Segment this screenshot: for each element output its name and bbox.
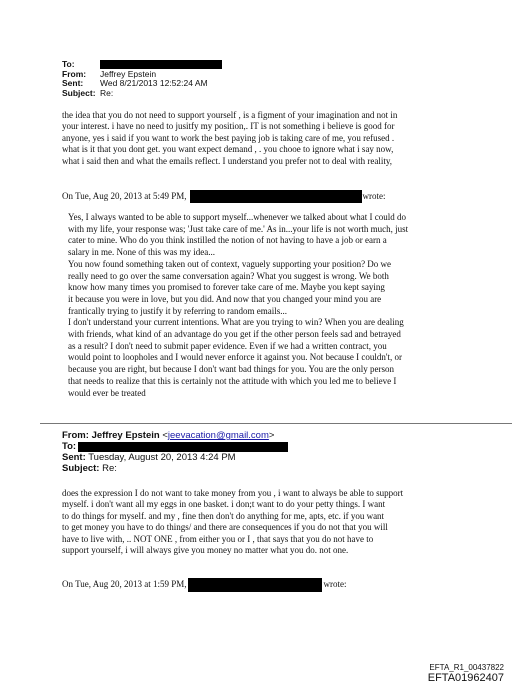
quote-line: I don't understand your current intentions. What are you trying to win? When you are dealing	[68, 317, 404, 328]
body-line: support yourself, i will always give you money no matter what you do. not one.	[62, 545, 349, 556]
subject-value: Re:	[100, 87, 114, 98]
redaction-block	[100, 60, 222, 69]
subject-label: Subject:	[62, 463, 100, 474]
quote-line: because you are right, but because I don't want bad things for you. You are the only person	[68, 364, 395, 375]
body-line: does the expression I do not want to take money from you , i want to always be able to support	[62, 488, 404, 498]
quote-line: know how many times you promised to forever take care of me. Maybe you kept saying	[68, 282, 385, 293]
email-body-2	[62, 488, 403, 556]
email-header-1	[62, 60, 222, 98]
sent-value: Wed 8/21/2013 12:52:24 AM	[100, 78, 208, 88]
body-line: what is it that you dont get. you want expect demand , . you chooe to ignore what i say now,	[62, 144, 394, 155]
sent-label: Sent:	[62, 78, 84, 88]
email-header-2	[62, 430, 288, 474]
quote-line: salary in me. None of this was my idea...	[68, 247, 215, 258]
quote-line: You now found something taken out of context, vaguely supporting your position? Do we	[68, 258, 392, 269]
subject-row	[62, 89, 222, 99]
quote-attribution-1	[62, 190, 386, 203]
ref-large-text: EFTA01962407	[427, 672, 504, 684]
quote-line: cater to mine. Who do you think instilled the notion of not having to have a job or earn a	[68, 235, 387, 246]
sent-value: Tuesday, August 20, 2013 4:24 PM	[88, 452, 236, 463]
to-row	[62, 441, 288, 452]
redaction-block	[190, 190, 362, 203]
body-line: anyone, yes i said if you want to work the best paying job is taking care of me, you refused .	[62, 132, 395, 143]
quote-line: frantically trying to justify it by referring to random emails...	[68, 305, 287, 316]
ref-small-text: EFTA_R1_00437822	[429, 663, 504, 672]
body-line: your interest. i have no need to jusitfy my position,. IT is not something i believe is good for	[62, 121, 395, 132]
body-line: have to live with, .. NOT ONE , from either you or I , that says that you do not have to	[62, 533, 374, 544]
redaction-block	[78, 442, 288, 452]
from-row: From: Jeffrey Epstein <jeevacation@gmail.com>	[62, 430, 275, 441]
body-line: myself. i don't want all my eggs in one basket. i don;t want to do your petty things. I want	[62, 499, 386, 510]
message-divider	[40, 423, 512, 424]
subject-row	[62, 463, 288, 474]
redaction-block	[188, 578, 322, 592]
attribution-prefix: On Tue, Aug 20, 2013 at 5:49 PM,	[62, 190, 187, 201]
body-line: to do things for myself. and my , fine then don't do anything for me, apts, etc. if you want	[62, 510, 385, 521]
from-value: Jeffrey Epstein	[100, 68, 157, 79]
document-ref-small	[429, 663, 504, 672]
quote-line: with friends, what kind of an advantage do you get if the other person feels sad and betrayed	[68, 329, 401, 340]
sent-label: Sent:	[62, 452, 86, 463]
quote-line: with my life, your response was; 'Just take care of me.' As in...your life is not worth much, just	[68, 223, 409, 234]
quote-line: as a result? I don't need to submit paper evidence. Even if we had a written contract, you	[68, 340, 387, 351]
attribution-suffix: wrote:	[362, 190, 386, 201]
from-label: From:	[62, 68, 87, 79]
quote-line: it because you were in love, but you did. And now that you changed your mind you are	[68, 293, 382, 304]
quote-line: really need to go over the same conversation again? What you suggest is wrong. We both	[68, 270, 389, 281]
quote-line: Yes, I always wanted to be able to support myself...whenever we talked about what I could do	[68, 212, 407, 222]
body-line: what i said then and what the emails reflect. I understand you prefer not to deal with reality,	[62, 155, 393, 166]
quoted-message-1	[68, 212, 408, 399]
attribution-suffix: wrote:	[323, 579, 347, 590]
attribution-prefix: On Tue, Aug 20, 2013 at 1:59 PM,	[62, 579, 187, 590]
to-label: To:	[62, 441, 77, 452]
quote-line: would ever be treated	[68, 387, 146, 398]
email-body-1	[62, 110, 397, 167]
subject-label: Subject:	[62, 87, 96, 98]
body-line: the idea that you do not need to support yourself , is a figment of your imagination and not in	[62, 110, 398, 120]
document-ref-large	[428, 672, 504, 684]
from-email-link[interactable]: jeevacation@gmail.com	[167, 430, 269, 441]
quote-line: that needs to realize that this is certainly not the attitude with which you led me to believe I	[68, 375, 397, 386]
quote-attribution-2	[62, 578, 347, 592]
from-label: From:	[62, 430, 89, 441]
quote-line: would point to loopholes and I would never enforce it against you. Not because I couldn't, or	[68, 352, 403, 363]
to-label: To:	[62, 59, 75, 69]
sent-row	[62, 452, 288, 463]
subject-value: Re:	[102, 463, 117, 474]
from-name: Jeffrey Epstein	[91, 430, 160, 441]
body-line: to get money you have to do things/ and there are consequences if you do not that you will	[62, 522, 388, 533]
